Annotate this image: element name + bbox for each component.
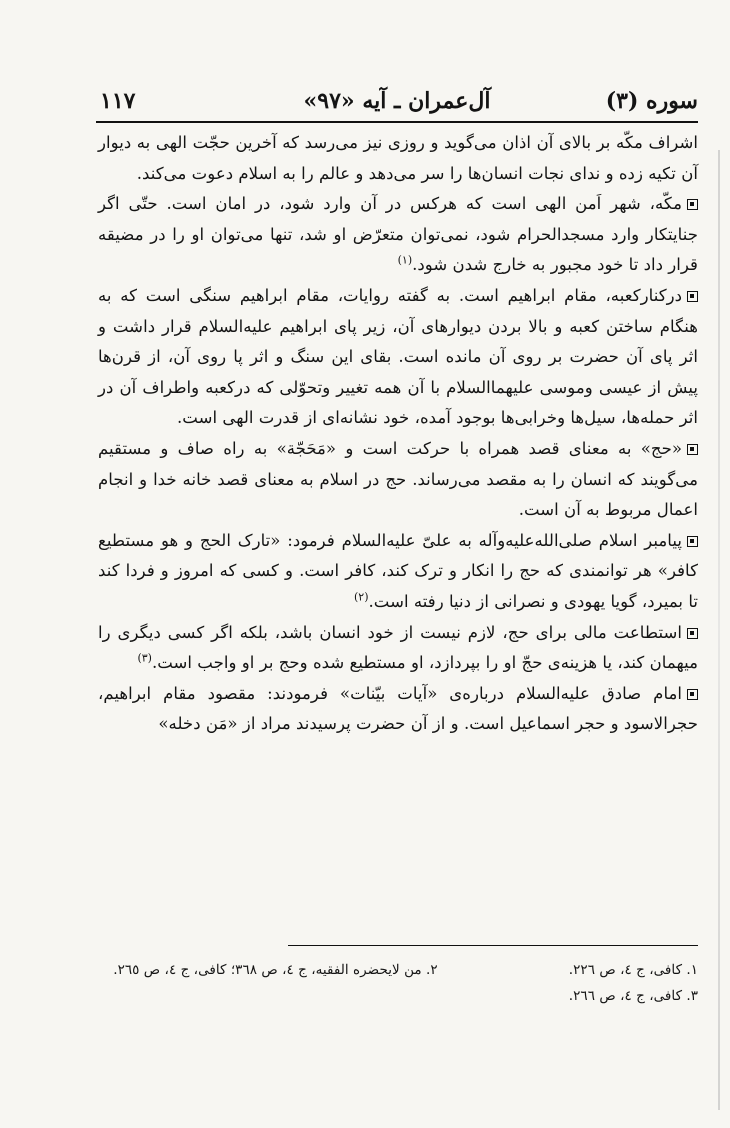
square-bullet-icon xyxy=(687,536,698,547)
ayah-label: آل‌عمران ـ آیه «۹۷» xyxy=(303,88,491,114)
footnote-ref: (۳) xyxy=(137,651,152,665)
square-bullet-icon xyxy=(687,199,698,210)
page-number: ۱۱۷ xyxy=(100,88,136,114)
paragraph: امام صادق علیه‌السلام درباره‌ی «آیات بیّنات» فرمودند: مقصود مقام ابراهیم، حجرالاسود و حجر اسماعیل است. و از آن حضرت پرسیدند مراد از «مَن دخله» xyxy=(98,683,698,734)
paragraph: اشراف مکّه بر بالای آن اذان می‌گوید و روزی نیز می‌رسد که آخرین حجّت الهی به دیوار آن تکیه زده و ندای نجات انسان‌ها را سر می‌دهد و عالم را به اسلام دعوت می‌کند. xyxy=(98,133,698,183)
footnote-1: ۱. کافی، ج ٤، ص ٢٢٦. xyxy=(568,962,698,978)
footnote-2: ۲. من لایحضره الفقیه، ج ٤، ص ٣٦٨؛ کافی، ج ٤، ص ٢٦٥. xyxy=(113,962,438,978)
square-bullet-icon xyxy=(687,291,698,302)
square-bullet-icon xyxy=(687,628,698,639)
page-body xyxy=(98,128,698,740)
footnote-divider xyxy=(288,945,698,946)
paragraph: پیامبر اسلام صلی‌الله‌علیه‌وآله به علیّ علیه‌السلام فرمود: «تارک الحج و هو مستطیع کافر» هر توانمندی که حج را انکار و ترک کند، کافر است. و کسی که امروز و فردا کند تا بمیرد، گویا یهودی و نصرانی از دنیا رفته است.$^{(۲)}$ xyxy=(98,530,698,611)
footnotes xyxy=(113,957,698,1009)
page-edge xyxy=(718,150,720,1110)
paragraph: مکّه، شهر اَمن الهی است که هرکس در آن وارد شود، در امان است. حتّی اگر جنایتکار وارد مسجدالحرام شود، نمی‌توان متعرّض او شد، تنها می‌توان او را در مضیقه قرار داد تا خود مجبور به خارج شدن شود.$^{(۱)}$ xyxy=(98,194,698,275)
paragraph: استطاعت مالی برای حج، لازم نیست از خود انسان باشد، بلکه اگر کسی دیگری را میهمان کند، یا هزینه‌ی حجّ او را بپردازد، او مستطیع شده وحج بر او واجب است.$^{(۳)}$ xyxy=(98,622,698,673)
footnote-3: ۳. کافی، ج ٤، ص ٢٦٦. xyxy=(568,988,698,1004)
square-bullet-icon xyxy=(687,689,698,700)
page-header xyxy=(96,84,698,120)
surah-label: سوره (۳) xyxy=(605,88,698,114)
paragraph: «حج» به معنای قصد همراه با حرکت است و «مَحَجّة» به راه صاف و مستقیم می‌گویند که انسان را به مقصد می‌رساند. حج در اسلام به معنای قصد خانه خدا و انجام اعمال مربوط به آن است. xyxy=(98,438,698,520)
paragraph: درکنارکعبه، مقام ابراهیم است. به گفته روایات، مقام ابراهیم سنگی است که به هنگام ساختن کعبه و بالا بردن دیوارهای آن، زیر پای ابراهیم علیه‌السلام قرار داشت و اثر پای آن حضرت بر روی آن مانده است. بقای این سنگ و اثر پا روی آن، از قرن‌ها پیش از عیسی وموسی علیهماالسلام با آن همه تغییر وتحوّلی که درکعبه واطراف آن در اثر حمله‌ها، سیل‌ها وخرابی‌ها بوجود آمده، خود نشانه‌ای از قدرت الهی است. xyxy=(98,285,698,428)
header-divider xyxy=(96,121,698,123)
footnote-ref: (۲) xyxy=(353,590,369,604)
footnote-ref: (۱) xyxy=(397,253,413,267)
square-bullet-icon xyxy=(687,444,698,455)
